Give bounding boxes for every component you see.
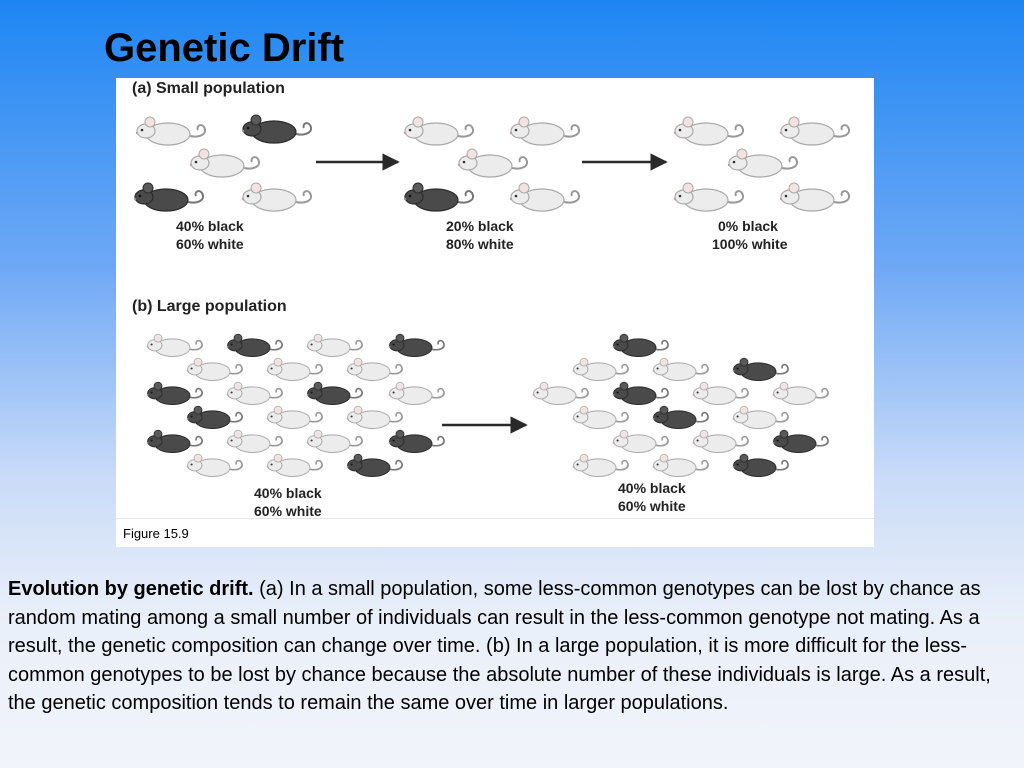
- white-mouse: [347, 358, 402, 380]
- white-mouse: [267, 406, 322, 428]
- white-mouse: [780, 117, 849, 145]
- black-mouse: [242, 115, 311, 143]
- white-mouse: [653, 454, 708, 476]
- white-mouse: [780, 183, 849, 211]
- genetic-drift-figure: [116, 78, 874, 518]
- white-mouse: [267, 358, 322, 380]
- black-mouse: [389, 334, 444, 356]
- white-mouse: [307, 334, 362, 356]
- black-mouse: [307, 382, 362, 404]
- white-mouse: [242, 183, 311, 211]
- slide-title: Genetic Drift: [104, 26, 345, 70]
- small-stage-2-white-pct: 80% white: [446, 236, 514, 252]
- small-stage-3-white-pct: 100% white: [712, 236, 788, 252]
- white-mouse: [693, 430, 748, 452]
- black-mouse: [613, 382, 668, 404]
- figure-label: Figure 15.9: [123, 526, 189, 541]
- white-mouse: [510, 183, 579, 211]
- figure-label-bar: [116, 518, 874, 547]
- white-mouse: [347, 406, 402, 428]
- small-stage-2-black-pct: 20% black: [446, 218, 514, 234]
- white-mouse: [136, 117, 205, 145]
- white-mouse: [227, 382, 282, 404]
- large-population-heading: (b) Large population: [132, 298, 287, 315]
- white-mouse: [190, 149, 259, 177]
- small-population-stage-1: [134, 115, 311, 252]
- white-mouse: [728, 149, 797, 177]
- white-mouse: [510, 117, 579, 145]
- small-population-stage-3: [674, 117, 849, 252]
- caption-bold-lead: Evolution by genetic drift.: [8, 578, 254, 600]
- black-mouse: [389, 430, 444, 452]
- white-mouse: [674, 117, 743, 145]
- white-mouse: [147, 334, 202, 356]
- black-mouse: [733, 358, 788, 380]
- black-mouse: [227, 334, 282, 356]
- small-population-stage-2: [404, 117, 579, 252]
- black-mouse: [134, 183, 203, 211]
- white-mouse: [267, 454, 322, 476]
- small-stage-1-white-pct: 60% white: [176, 236, 244, 252]
- white-mouse: [733, 406, 788, 428]
- white-mouse: [404, 117, 473, 145]
- small-stage-1-black-pct: 40% black: [176, 218, 244, 234]
- white-mouse: [693, 382, 748, 404]
- large-stage-1-white-pct: 60% white: [254, 503, 322, 518]
- figure-panel: [116, 78, 874, 546]
- black-mouse: [347, 454, 402, 476]
- large-stage-2-white-pct: 60% white: [618, 498, 686, 514]
- small-population-heading: (a) Small population: [132, 80, 285, 97]
- black-mouse: [773, 430, 828, 452]
- white-mouse: [389, 382, 444, 404]
- large-population-stage-2: [533, 334, 828, 476]
- white-mouse: [227, 430, 282, 452]
- black-mouse: [733, 454, 788, 476]
- white-mouse: [458, 149, 527, 177]
- white-mouse: [533, 382, 588, 404]
- white-mouse: [773, 382, 828, 404]
- black-mouse: [187, 406, 242, 428]
- black-mouse: [147, 382, 202, 404]
- caption-text: (a) In a small population, some less-common genotypes can be lost by chance as random mating among a small number of individuals can result in the less-common genotype not mating. As a result, the genetic composition can change over time. (b) In a large population, it is more difficult for the less-common genotypes to be lost by chance because the absolute number of these individuals is large. As a result, the genetic composition tends to remain the same over time in larger populations.: [8, 578, 991, 715]
- white-mouse: [573, 406, 628, 428]
- white-mouse: [573, 358, 628, 380]
- white-mouse: [613, 430, 668, 452]
- black-mouse: [404, 183, 473, 211]
- white-mouse: [187, 454, 242, 476]
- figure-caption: [8, 575, 1016, 718]
- white-mouse: [573, 454, 628, 476]
- black-mouse: [653, 406, 708, 428]
- black-mouse: [147, 430, 202, 452]
- white-mouse: [674, 183, 743, 211]
- large-population-stage-1: [147, 334, 444, 476]
- white-mouse: [653, 358, 708, 380]
- large-stage-1-black-pct: 40% black: [254, 485, 322, 501]
- white-mouse: [187, 358, 242, 380]
- white-mouse: [307, 430, 362, 452]
- black-mouse: [613, 334, 668, 356]
- large-stage-2-black-pct: 40% black: [618, 480, 686, 496]
- small-stage-3-black-pct: 0% black: [718, 218, 778, 234]
